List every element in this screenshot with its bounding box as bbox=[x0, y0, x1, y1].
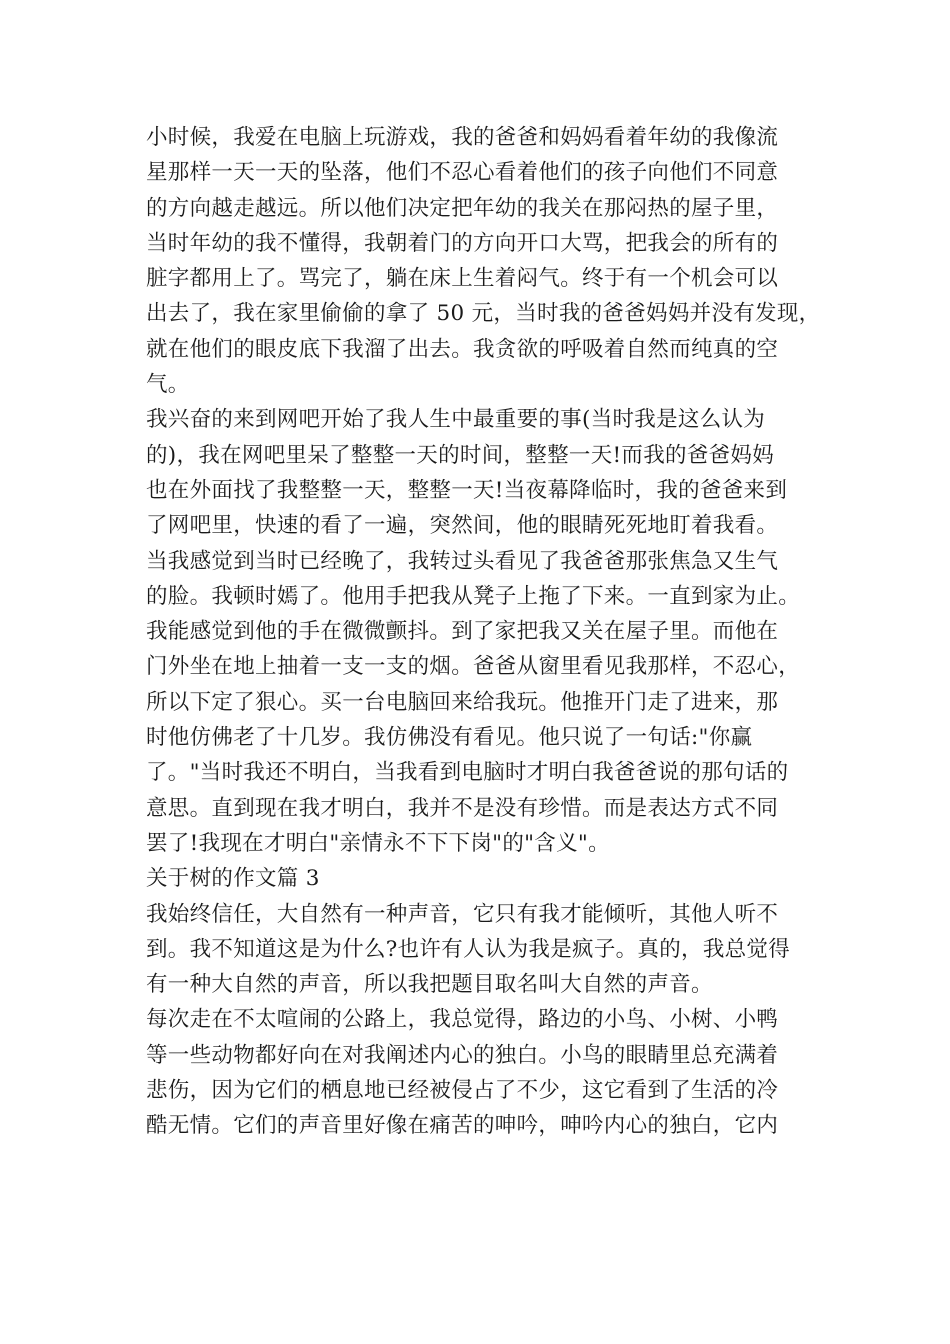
text-line: 我始终信任，大自然有一种声音，它只有我才能倾听，其他人听不 bbox=[146, 901, 779, 927]
text-line: 的方向越走越远。所以他们决定把年幼的我关在那闷热的屋子里， bbox=[146, 195, 779, 221]
document-body bbox=[146, 120, 836, 1144]
text-line: 了网吧里，快速的看了一遍，突然间，他的眼睛死死地盯着我看。 bbox=[146, 513, 779, 539]
text-line: 到。我不知道这是为什么?也许有人认为我是疯子。真的，我总觉得 bbox=[146, 936, 791, 962]
text-line: 等一些动物都好向在对我阐述内心的独白。小鸟的眼睛里总充满着 bbox=[146, 1042, 779, 1068]
text-line: 的脸。我顿时嫣了。他用手把我从凳子上拖了下来。一直到家为止。 bbox=[146, 583, 801, 609]
section-heading: 关于树的作文篇 3 bbox=[146, 866, 320, 892]
text-line: 意思。直到现在我才明白，我并不是没有珍惜。而是表达方式不同 bbox=[146, 795, 779, 821]
text-line: 小时候，我爱在电脑上玩游戏，我的爸爸和妈妈看着年幼的我像流 bbox=[146, 125, 779, 150]
text-line: 我兴奋的来到网吧开始了我人生中最重要的事(当时我是这么认为 bbox=[146, 407, 766, 433]
text-line: 酷无情。它们的声音里好像在痛苦的呻吟，呻吟内心的独白，它内 bbox=[146, 1113, 779, 1139]
text-line: 出去了，我在家里偷偷的拿了 50 元，当时我的爸爸妈妈并没有发现， bbox=[146, 301, 821, 327]
text-line: 罢了!我现在才明白"亲情永不下下岗"的"含义"。 bbox=[146, 830, 610, 856]
text-line: 就在他们的眼皮底下我溜了出去。我贪欲的呼吸着自然而纯真的空 bbox=[146, 336, 779, 362]
text-line: 有一种大自然的声音，所以我把题目取名叫大自然的声音。 bbox=[146, 972, 713, 998]
text-line: 当时年幼的我不懂得，我朝着门的方向开口大骂，把我会的所有的 bbox=[146, 230, 779, 256]
text-line: 悲伤，因为它们的栖息地已经被侵占了不少，这它看到了生活的冷 bbox=[146, 1078, 779, 1104]
text-line: 也在外面找了我整整一天，整整一天!当夜幕降临时，我的爸爸来到 bbox=[146, 477, 788, 503]
text-line: 我能感觉到他的手在微微颤抖。到了家把我又关在屋子里。而他在 bbox=[146, 619, 779, 645]
text-line: 星那样一天一天的坠落，他们不忍心看着他们的孩子向他们不同意 bbox=[146, 160, 779, 186]
text-line: 了。"当时我还不明白，当我看到电脑时才明白我爸爸说的那句话的 bbox=[146, 760, 789, 786]
text-line: 当我感觉到当时已经晚了，我转过头看见了我爸爸那张焦急又生气 bbox=[146, 548, 779, 574]
text-line: 脏字都用上了。骂完了，躺在床上生着闷气。终于有一个机会可以 bbox=[146, 266, 779, 292]
text-line: 时他仿佛老了十几岁。我仿佛没有看见。他只说了一句话:"你赢 bbox=[146, 725, 753, 751]
text-line: 的)，我在网吧里呆了整整一天的时间，整整一天!而我的爸爸妈妈 bbox=[146, 442, 775, 468]
text-line: 门外坐在地上抽着一支一支的烟。爸爸从窗里看见我那样，不忍心， bbox=[146, 654, 801, 680]
text-line: 所以下定了狠心。买一台电脑回来给我玩。他推开门走了进来，那 bbox=[146, 689, 779, 715]
text-line: 气。 bbox=[146, 372, 190, 398]
text-line: 每次走在不太喧闹的公路上，我总觉得，路边的小鸟、小树、小鸭 bbox=[146, 1007, 779, 1033]
